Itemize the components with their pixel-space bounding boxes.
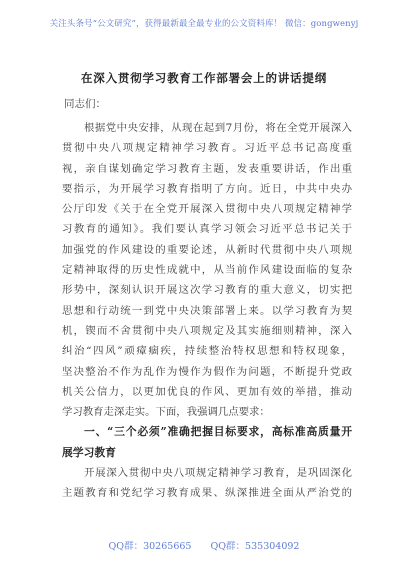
body-line: 习教育的通知》。我们要认真学习领会习近平总书记关于 [62,223,352,236]
body-line: 根据党中央安排，从现在起到7月份，将在全党开展深入 [84,122,352,134]
body-line: 主题教育和党纪学习教育成果、纵深推进全面从严治党的 [62,487,352,500]
section-heading-continued: 展学习教育 [62,445,116,459]
document-title: 在深入贯彻学习教育工作部署会上的讲话提纲 [81,71,327,85]
body-line: 纠治“四风”顽瘴痼疾，持续整治特权思想和特权现象， [62,345,352,358]
body-line: 机，锲而不舍贯彻中央八项规定及其实施细则精神，深入 [62,324,352,337]
body-line: 学习教育走深走实。下面，我强调几点要求： [62,406,270,419]
salutation: 同志们： [64,98,106,110]
body-line: 开展深入贯彻中央八项规定精神学习教育，是巩固深化 [84,467,352,480]
body-line: 坚决整治不作为乱作为慢作为假作为问题，不断提升党政 [62,365,352,378]
body-line: 形势中，深刻认识开展这次学习教育的重大意义，切实把 [62,284,352,297]
qq-group-1: QQ群：30265665 [108,541,192,552]
qq-group-2: QQ群：535304092 [210,541,300,552]
body-line: 加强党的作风建设的重要论述，从新时代贯彻中央八项规 [62,243,352,256]
body-line: 机关公信力，以更加优良的作风、更加有效的举措，推动 [62,385,352,398]
footer-contact [0,538,408,552]
section-heading: 一、“三个必须”准确把握目标要求，高标准高质量开 [84,425,352,439]
body-line: 贯彻中央八项规定精神学习教育。习近平总书记高度重 [62,142,352,155]
body-line: 要指示，为开展学习教育指明了方向。近日，中共中央办 [62,182,352,195]
document-body [62,118,352,504]
promo-banner: 关注头条号“公文研究”，获得最新最全最专业的公文资料库！ 微信：gongwenyj [49,19,359,29]
body-line: 定精神取得的历史性成就中，从当前作风建设面临的复杂 [62,264,352,277]
body-line: 视，亲自谋划确定学习教育主题，发表重要讲话，作出重 [62,162,352,175]
body-line: 思想和行动统一到党中央决策部署上来。以学习教育为契 [62,304,352,317]
body-line: 公厅印发《关于在全党开展深入贯彻中央八项规定精神学 [62,203,352,216]
